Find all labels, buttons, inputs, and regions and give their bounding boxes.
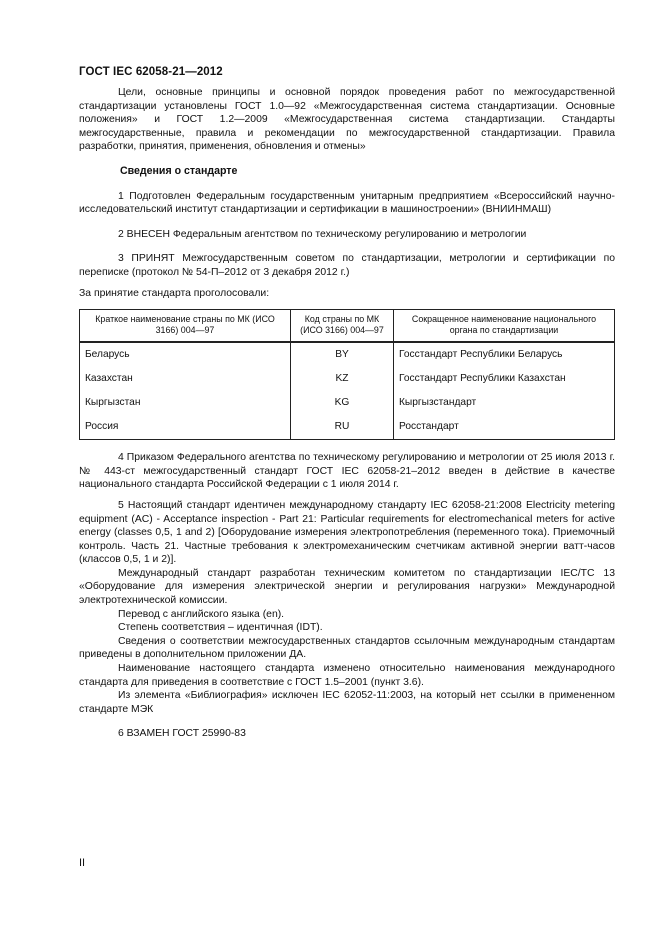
item-5-references-paragraph: Сведения о соответствии межгосударственных стандартов ссылочным международным стандартам приведены в дополнительном приложении ДА. (79, 635, 615, 661)
table-row (80, 415, 615, 440)
column-header-code: Код страны по МК (ИСО 3166) 004—97 (291, 310, 394, 343)
country-cell: Кыргызстан (80, 391, 291, 415)
item-2-paragraph: 2 ВНЕСЕН Федеральным агентством по техническому регулированию и метрологии (118, 228, 527, 240)
country-cell: Казахстан (80, 367, 291, 391)
table-header-row (80, 310, 615, 343)
code-cell: RU (291, 415, 394, 440)
item-5-paragraph: 5 Настоящий стандарт идентичен международному стандарту IEC 62058-21:2008 Electricity metering equipment (AC) - Acceptance inspection - Part 21: Particular requirements for electromechanical meters for active energy (classes 0,5, 1 and 2) [Оборудование измерения электропотребления (переменного тока). Приемочный контроль. Часть 21. Частные требования к электромеханическим счетчикам активной энергии ватт-часов (классов 0,5, 1 и 2)]. (79, 499, 615, 566)
column-header-body: Сокращенное наименование национального органа по стандартизации (394, 310, 615, 343)
body-cell: Госстандарт Республики Казахстан (394, 367, 615, 391)
table-row (80, 342, 615, 367)
item-5-translation-paragraph: Перевод с английского языка (en). (118, 608, 285, 620)
table-row (80, 391, 615, 415)
item-1-paragraph: 1 Подготовлен Федеральным государственным унитарным предприятием «Всероссийский научно-исследовательский институт стандартизации и сертификации в машиностроении» (ВНИИНМАШ) (79, 190, 615, 216)
code-cell: KG (291, 391, 394, 415)
item-6-paragraph: 6 ВЗАМЕН ГОСТ 25990-83 (118, 728, 246, 740)
body-cell: Госстандарт Республики Беларусь (394, 342, 615, 367)
code-cell: BY (291, 342, 394, 367)
document-header: ГОСТ IEC 62058-21—2012 (79, 66, 223, 78)
code-cell: KZ (291, 367, 394, 391)
section-title: Сведения о стандарте (120, 164, 238, 177)
table-row (80, 367, 615, 391)
intro-paragraph: Цели, основные принципы и основной порядок проведения работ по межгосударственной стандартизации установлены ГОСТ 1.0—92 «Межгосударственная система стандартизации. Основные положения» и ГОСТ 1.2—2009 «Межгосударственная система стандартизации. Стандарты межгосударственные, правила и рекомендации по межгосударственной стандартизации. Правила разработки, принятия, применения, обновления и отмены» (79, 87, 615, 153)
document-body (79, 86, 615, 741)
column-header-country: Краткое наименование страны по МК (ИСО 3166) 004—97 (80, 310, 291, 343)
item-3-paragraph: 3 ПРИНЯТ Межгосударственным советом по стандартизации, метрологии и сертификации по переписке (протокол № 54-П–2012 от 3 декабря 2012 г.) (79, 253, 615, 278)
item-4-paragraph: 4 Приказом Федерального агентства по техническому регулированию и метрологии от 25 июля 2013 г. № 443-ст межгосударственный стандарт ГОСТ IEC 62058-21–2012 введен в действие в качестве национального стандарта Российской Федерации с 1 июля 2014 г. (79, 452, 615, 491)
country-cell: Россия (80, 415, 291, 440)
country-cell: Беларусь (80, 342, 291, 367)
body-cell: Кыргызстандарт (394, 391, 615, 415)
item-5-bibliography-paragraph: Из элемента «Библиография» исключен IEC 62052-11:2003, на который нет ссылки в примененном стандарте МЭК (79, 690, 615, 715)
item-5-conformity-paragraph: Степень соответствия – идентичная (IDT). (118, 622, 323, 634)
votes-intro: За принятие стандарта проголосовали: (79, 287, 270, 299)
item-5-tc-paragraph: Международный стандарт разработан техническим комитетом по стандартизации IEC/TC 13 «Оборудование для измерения электрической энергии и регулирования нагрузки» Международной электротехнической комиссии. (79, 567, 615, 607)
item-5-title-change-paragraph: Наименование настоящего стандарта изменено относительно наименования международного стандарта для приведения в соответствие с ГОСТ 1.5–2001 (пункт 3.6). (79, 663, 615, 688)
voting-table (79, 309, 615, 440)
page-number: II (79, 857, 86, 869)
body-cell: Росстандарт (394, 415, 615, 440)
